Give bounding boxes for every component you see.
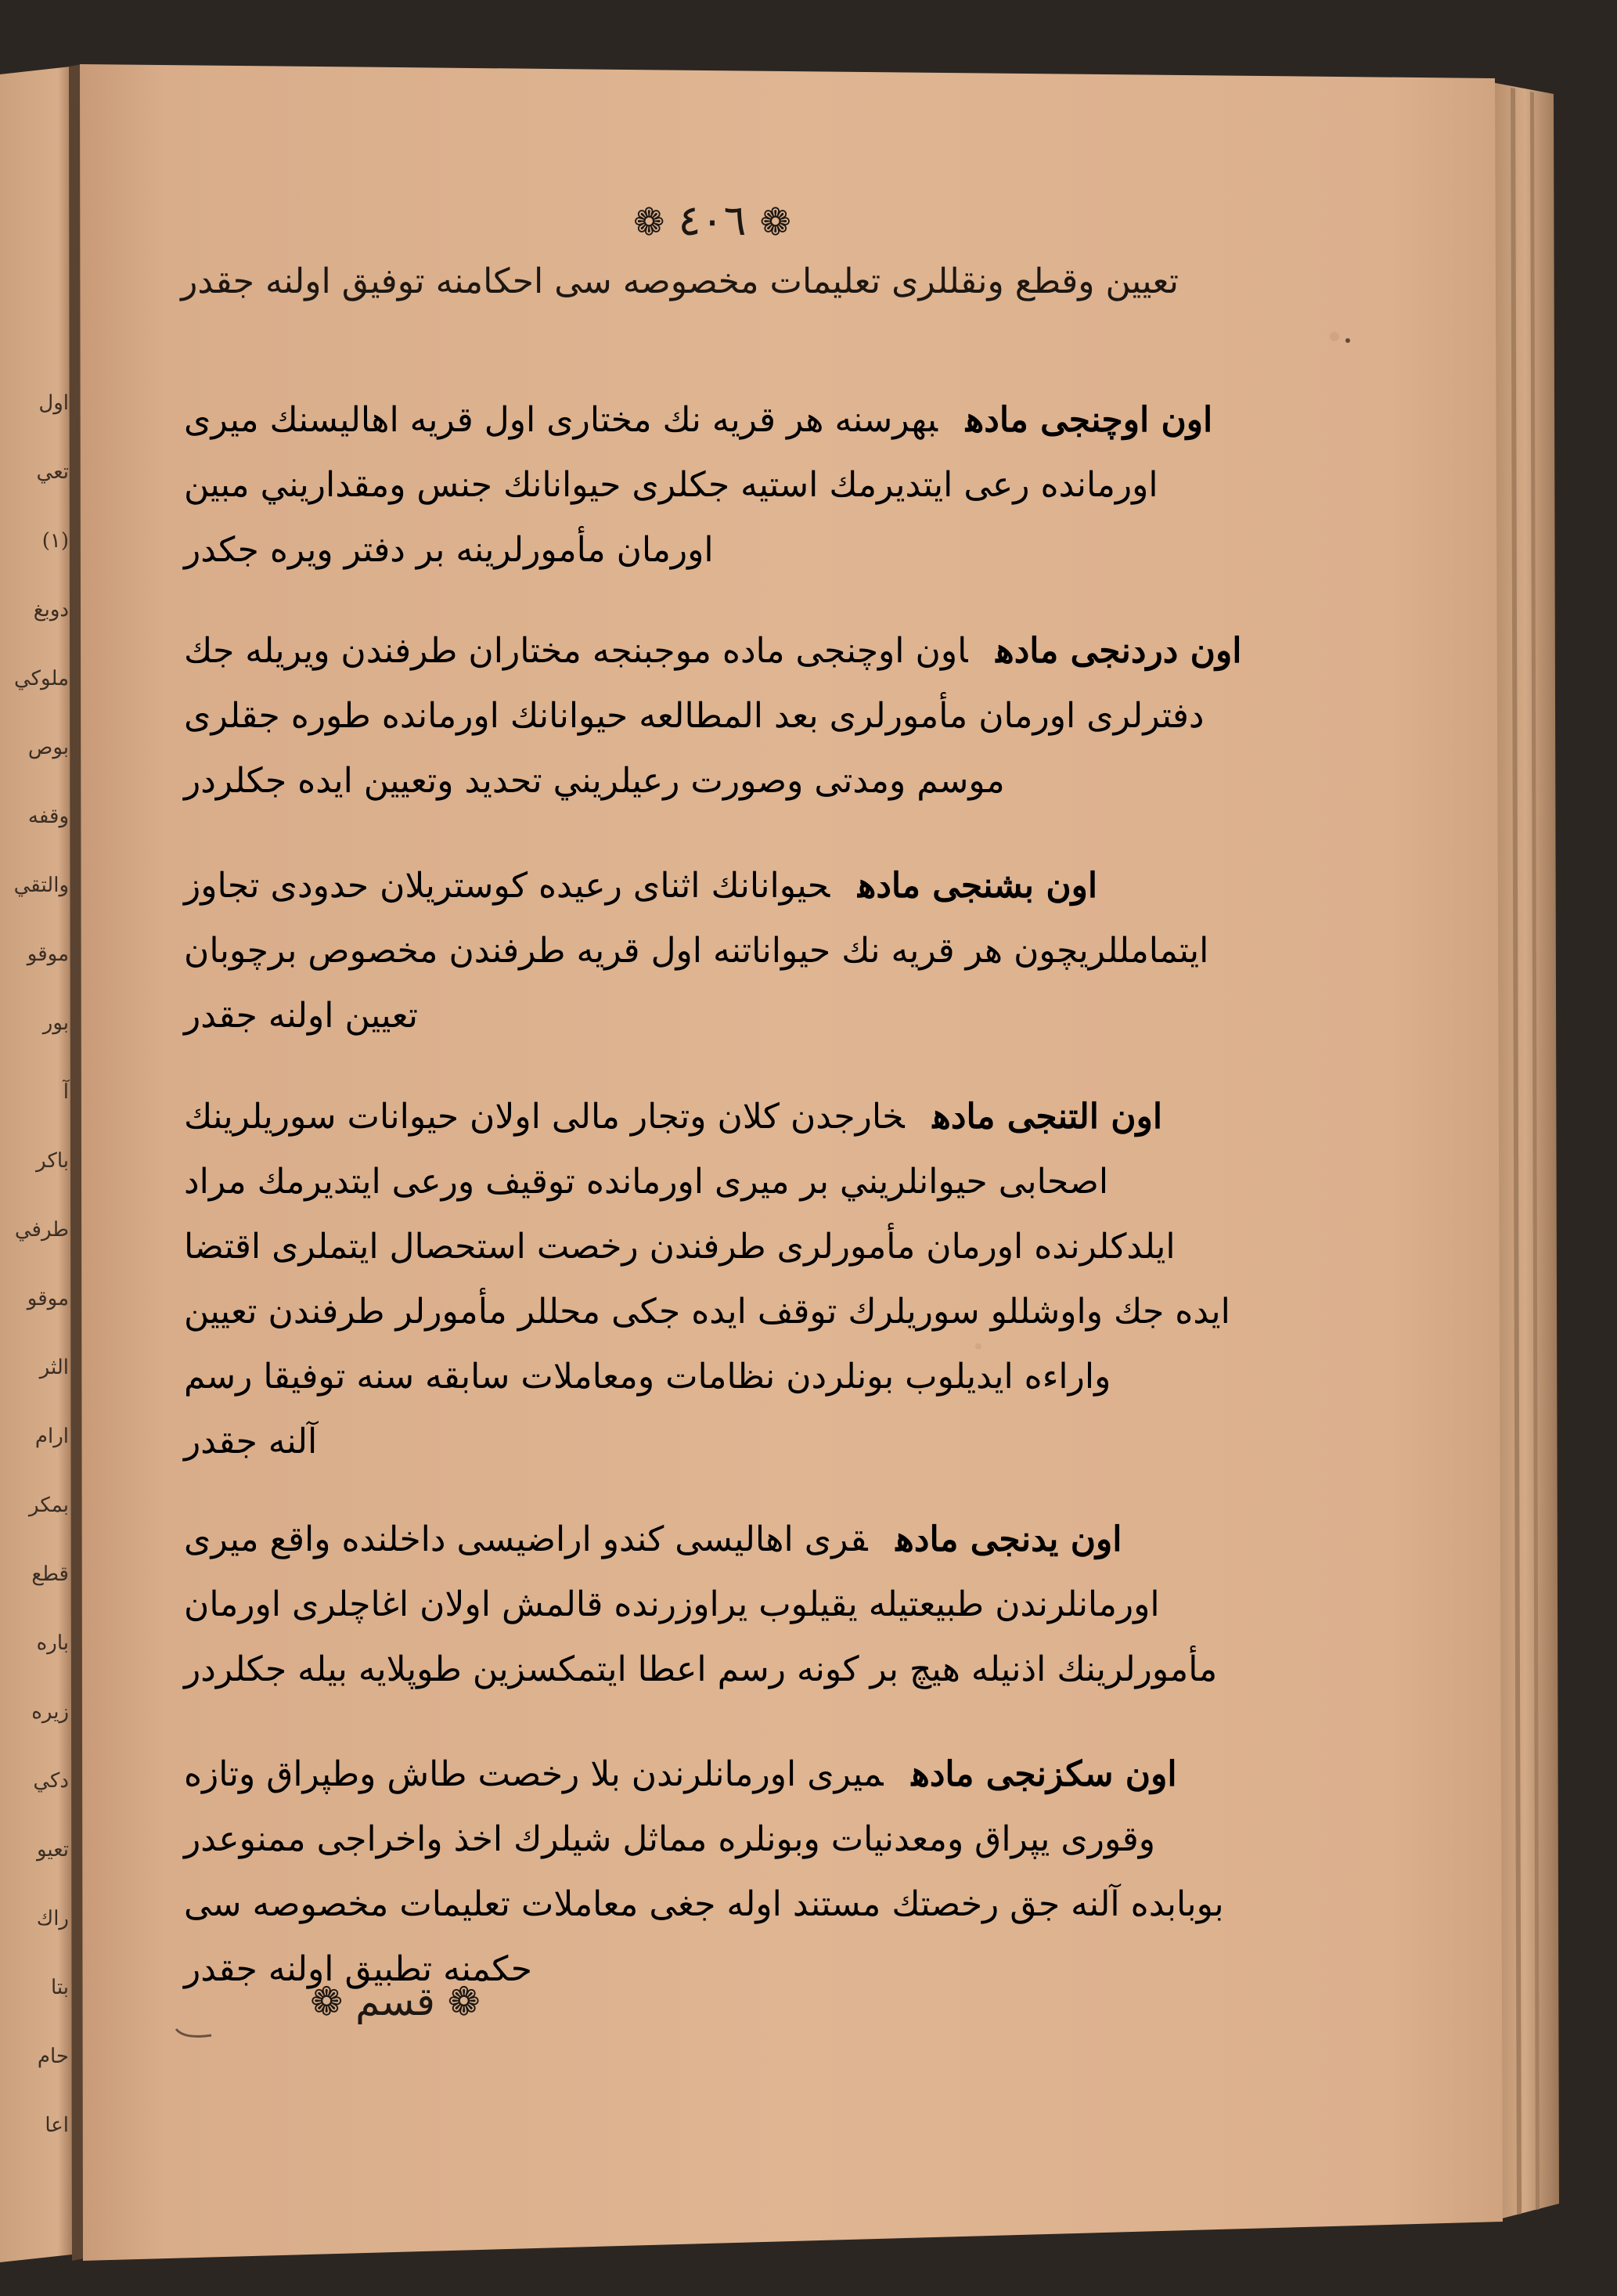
facing-page-fragment: آ (63, 1080, 69, 1104)
article-line-1 (184, 1507, 1179, 1572)
facing-page-fragment: تعيو (36, 1838, 69, 1862)
article-heading: اون بشنجى ماده (858, 866, 1098, 906)
article-line-1 (184, 1742, 1179, 1807)
facing-page-fragment: وقفه (27, 805, 69, 828)
article-line-4: حكمنه تطبيق اولنه جقدر (184, 1949, 532, 1989)
article-14 (184, 618, 1242, 813)
article-line-1 (184, 853, 1179, 918)
article-line-2: ايتمامللريچون هر قريه نك حيواناتنه اول قريه طرفندن مخصوص برچوبان (184, 931, 1209, 971)
facing-page-fragment: تعي (36, 460, 69, 484)
article-heading: اون سكزنجى ماده (911, 1754, 1177, 1794)
facing-page-fragment: بور (42, 1011, 69, 1035)
facing-page-fragment: راك (36, 1907, 69, 1930)
article-line-2: اورمانده رعى ايتديرمك استيه جكلرى حيوانانك جنس ومقداريني مبين (184, 465, 1158, 505)
article-text: ميرى اورمانلرندن بلا رخصت طاش وطپراق وتازه (184, 1754, 884, 1794)
facing-page-fragment: والتقي (13, 874, 69, 897)
article-line-3: اورمان مأمورلرينه بر دفتر ويره جكدر (184, 530, 714, 570)
facing-page-fragment: اعا (45, 2114, 69, 2137)
continuation-line: تعيين وقطع ونقللرى تعليمات مخصوصه سى احكامنه توفيق اولنه جقدر (181, 261, 1179, 301)
article-18 (184, 1742, 1224, 2002)
footer-word: قسم (355, 1979, 435, 2024)
facing-page-fragment: بمكر (29, 1494, 69, 1517)
footer-ornament (290, 1979, 501, 2042)
article-line-6: آلنه جقدر (184, 1422, 318, 1462)
article-line-1 (184, 618, 1242, 683)
ornament-right-icon: ❁ (310, 1979, 344, 2024)
article-text: قرى اهاليسى كندو اراضيسى داخلنده واقع ميرى (184, 1519, 868, 1559)
article-line-1 (184, 1084, 1179, 1149)
article-line-2: دفترلرى اورمان مأمورلرى بعد المطالعه حيوانانك اورمانده طوره جقلرى (184, 696, 1205, 736)
facing-page-fragment: بتا (50, 1976, 69, 1999)
facing-page-fragment: ارام (34, 1425, 69, 1448)
article-text: خارجدن كلان وتجار مالى اولان حيوانات سوريلرينك (184, 1097, 905, 1137)
ornament-left-icon: ❁ (759, 200, 791, 244)
facing-page-fragment: قطع (31, 1563, 69, 1586)
facing-page-fragment: باكر (36, 1149, 69, 1173)
ornament-right-icon: ❁ (633, 200, 665, 244)
facing-page-fragment: ملوكي (13, 667, 69, 690)
facing-page-fragment: حام (37, 2045, 69, 2068)
facing-page-fragment: باره (36, 1631, 69, 1655)
article-line-3: موسم ومدتى وصورت رعيلريني تحديد وتعيين ايده جكلردر (184, 761, 1005, 801)
article-heading: اون يدنجى ماده (895, 1519, 1122, 1559)
facing-page-fragment: (١) (41, 529, 69, 553)
article-line-5: واراءه ايديلوب بونلردن نظامات ومعاملات سابقه سنه توفيقا رسم (184, 1357, 1111, 1397)
article-13 (184, 387, 1213, 582)
article-16 (184, 1084, 1230, 1474)
article-15 (184, 853, 1209, 1048)
facing-page-fragment: زيره (31, 1700, 69, 1724)
article-heading: اون التنجى ماده (932, 1097, 1163, 1137)
article-text: حيوانانك اثناى رعيده كوستريلان حدودى تجاوز (184, 866, 830, 906)
facing-page-fragment: طرفي (14, 1218, 69, 1242)
article-text: اون اوچنجى ماده موجبنجه مختاران طرفندن ويريله جك (184, 631, 968, 671)
facing-page-fragment: دوبغ (33, 598, 69, 622)
article-line-2: اصحابى حيوانلريني بر ميرى اورمانده توقيف ورعى ايتديرمك مراد (184, 1162, 1109, 1202)
facing-page-fragment: موقو (27, 943, 69, 966)
article-line-3: بوبابده آلنه جق رخصتك مستند اوله جغى معاملات تعليمات مخصوصه سى (184, 1884, 1224, 1924)
article-line-2: اورمانلرندن طبيعتيله يقيلوب يراوزرنده قالمش اولان اغاچلرى اورمان (184, 1584, 1160, 1624)
facing-page-fragment: دكي (33, 1769, 69, 1793)
article-line-2: وقورى يپراق ومعدنيات وبونلره مماثل شيلرك اخذ واخراجى ممنوعدر (184, 1819, 1156, 1859)
article-line-3: ايلدكلرنده اورمان مأمورلرى طرفندن رخصت استحصال ايتملرى اقتضا (184, 1227, 1176, 1267)
facing-page-fragment: بوص (27, 736, 69, 759)
article-line-3: تعيين اولنه جقدر (184, 996, 419, 1036)
facing-page-fragment: موقو (27, 1287, 69, 1310)
article-text: بهرسنه هر قريه نك مختارى اول قريه اهاليسنك ميرى (184, 400, 938, 440)
continuation-line-block (181, 249, 1179, 314)
article-heading: اون دردنجى ماده (996, 631, 1242, 671)
facing-page-fragment: اول (38, 391, 69, 415)
ornament-left-icon: ❁ (447, 1979, 481, 2024)
article-line-1 (184, 387, 1213, 452)
folio-number: ٤٠٦ (678, 196, 747, 245)
article-line-3: مأمورلرينك اذنيله هيچ بر كونه رسم اعطا ايتمكسزين طوپلايه بيله جكلردر (184, 1649, 1218, 1689)
article-heading: اون اوچنجى ماده (966, 400, 1213, 440)
facing-page-fragment: الثر (39, 1356, 69, 1379)
article-line-4: ايده جك واوشللو سوريلرك توقف ايده جكى محللر مأمورلر طرفندن تعيين (184, 1292, 1230, 1332)
article-17 (184, 1507, 1218, 1702)
